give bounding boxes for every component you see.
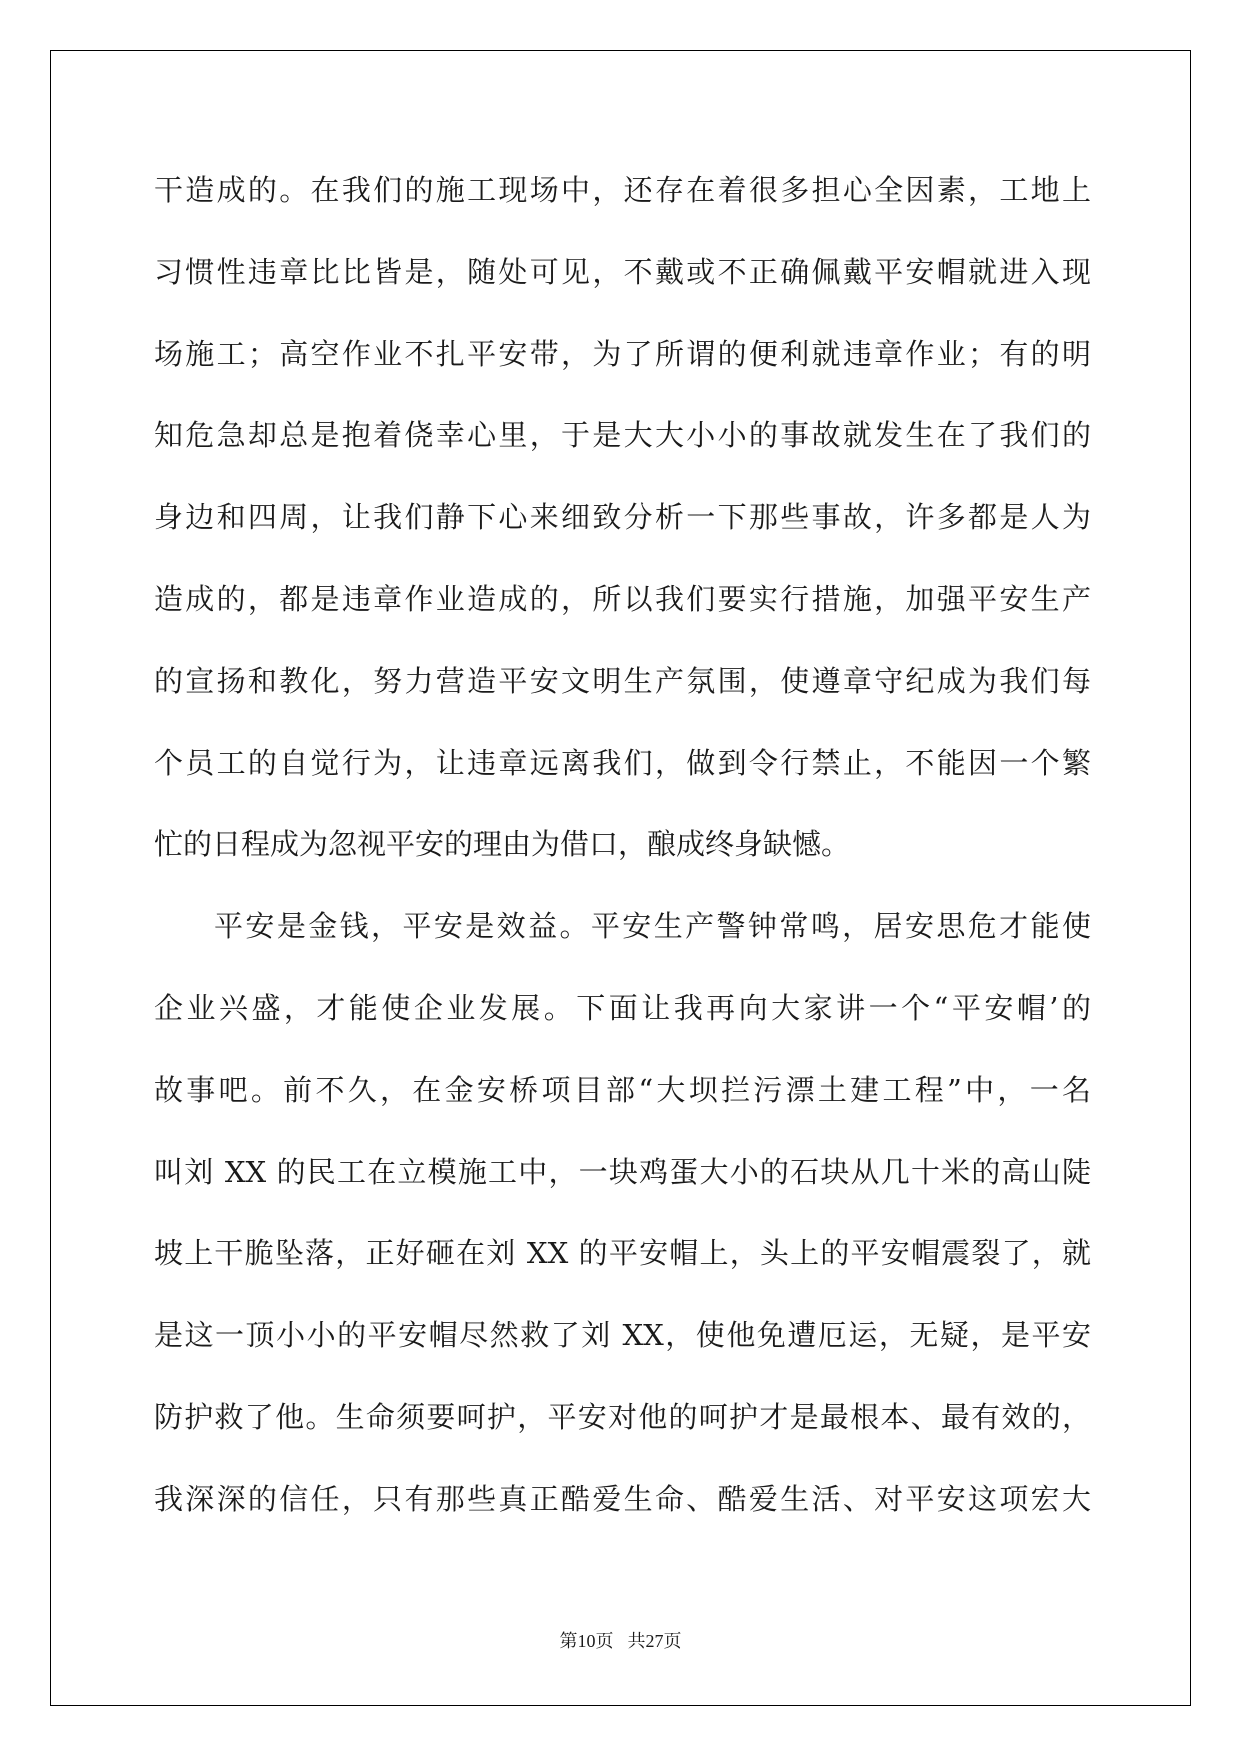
text-line: 造成的，都是违章作业造成的，所以我们要实行措施，加强平安生产 <box>154 581 1091 616</box>
paragraph-2 <box>154 886 1091 1540</box>
text-line: 知危急却总是抱着侥幸心里，于是大大小小的事故就发生在了我们的 <box>154 418 1091 453</box>
document-body <box>154 150 1091 1541</box>
text-line: 习惯性违章比比皆是，随处可见，不戴或不正确佩戴平安帽就进入现 <box>154 254 1091 289</box>
text-line: 企业兴盛，才能使企业发展。下面让我再向大家讲一个“平安帽’的 <box>154 990 1091 1025</box>
text-line: 个员工的自觉行为，让违章远离我们，做到令行禁止，不能因一个繁 <box>154 745 1091 780</box>
text-line: 坡上干脆坠落，正好砸在刘 XX 的平安帽上，头上的平安帽震裂了，就 <box>154 1236 1091 1271</box>
text-line: 的宣扬和教化，努力营造平安文明生产氛围，使遵章守纪成为我们每 <box>154 663 1091 698</box>
page-total: 共27页 <box>627 1631 682 1651</box>
page-footer <box>0 1628 1241 1654</box>
text-line: 身边和四周，让我们静下心来细致分析一下那些事故，许多都是人为 <box>154 500 1091 535</box>
text-line: 场施工；高空作业不扎平安带，为了所谓的便利就违章作业；有的明 <box>154 336 1091 371</box>
text-line: 叫刘 XX 的民工在立模施工中，一块鸡蛋大小的石块从几十米的高山陡 <box>154 1154 1091 1189</box>
text-line: 忙的日程成为忽视平安的理由为借口，酿成终身缺憾。 <box>154 827 851 862</box>
text-line: 是这一顶小小的平安帽尽然救了刘 XX，使他免遭厄运，无疑，是平安 <box>154 1318 1091 1353</box>
text-line: 干造成的。在我们的施工现场中，还存在着很多担心全因素，工地上 <box>154 173 1091 207</box>
text-line: 故事吧。前不久，在金安桥项目部“大坝拦污漂土建工程”中，一名 <box>154 1072 1091 1107</box>
paragraph-1 <box>154 150 1091 886</box>
text-line: 我深深的信任，只有那些真正酷爱生命、酷爱生活、对平安这项宏大 <box>154 1481 1091 1516</box>
text-line: 平安是金钱，平安是效益。平安生产警钟常鸣，居安思危才能使 <box>214 909 1091 944</box>
page-number: 第10页 <box>559 1631 614 1651</box>
text-line: 防护救了他。生命须要呵护，平安对他的呵护才是最根本、最有效的， <box>154 1399 1091 1434</box>
